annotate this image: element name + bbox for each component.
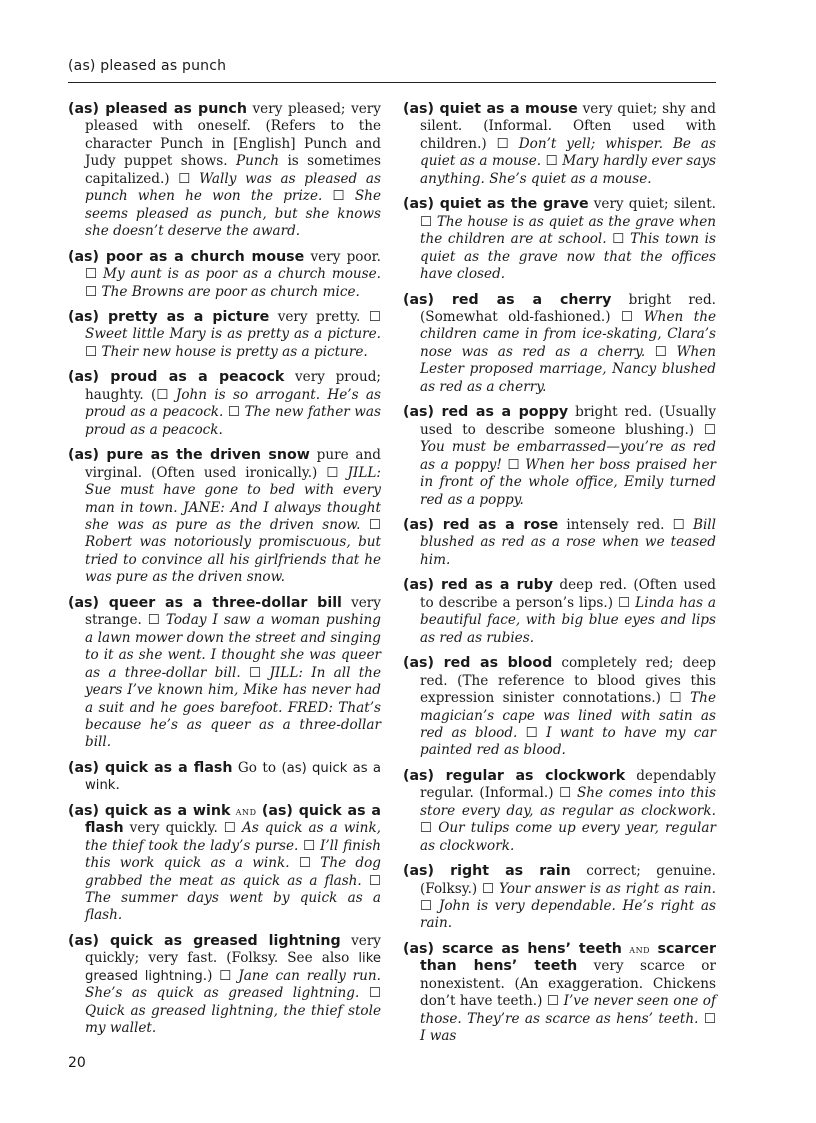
example-box-icon: ☐ [303,837,316,854]
example-box-icon: ☐ [618,594,631,611]
definition: deep red. (Often used to describe a person’s lips.) [420,577,716,611]
headword: (as) red as blood [403,655,553,672]
example: I’ll finish this work quick as a wink. [85,837,381,872]
example: Our tulips come up every year, regular as clockwork. [420,820,716,854]
example-box-icon: ☐ [482,880,495,897]
entry-quick-as-a-wink [68,803,381,925]
headword: (as) right as rain [403,863,571,880]
example: Don’t yell; whisper. Be as quiet as a mouse. [420,135,716,170]
example: She seems pleased as punch, but she knows she doesn’t deserve the award. [85,188,381,240]
example-box-icon: ☐ [156,386,169,403]
example-box-icon: ☐ [669,690,682,707]
definition: pure and virginal. (Often used ironically.) [85,447,381,481]
example: The summer days went by quick as a flash. [85,890,381,924]
entry-quiet-as-the-grave [403,196,716,283]
headword: (as) quick as a flash [68,759,233,776]
example: Their new house is pretty as a picture. [97,343,368,360]
example: This town is quiet as the grave now that the offices have closed. [420,231,716,283]
entry-quick-as-greased-lightning [68,933,381,1038]
definition: very pleased; very pleased with oneself. (Refers to the character Punch in [English] Punch and Judy puppet shows. [85,101,381,170]
headword: (as) red as a rose [403,516,559,533]
entry-red-as-a-ruby [403,577,716,647]
cross-reference-link[interactable]: (as) quick as a wink [85,760,382,794]
entry-pleased-as-punch [68,101,381,241]
example: Mary hardly ever says anything. She’s quiet as a mouse. [420,153,716,187]
separator-and: and [629,942,651,956]
definition: bright red. (Usually used to describe someone blushing.) [420,404,717,438]
example-box-icon: ☐ [219,967,232,984]
definition: very proud; haughty. ( [85,369,381,403]
headword: (as) red as a cherry [403,291,612,308]
headword: (as) queer as a three-dollar bill [68,594,342,611]
entry-pretty-as-a-picture [68,309,381,361]
headword: (as) regular as clockwork [403,767,626,784]
example: When her boss praised her in front of the whole office, Emily turned red as a poppy. [420,456,716,508]
example: As quick as a wink, the thief took the lady’s purse. [85,820,381,854]
example: I’ve never seen one of those. They’re as scarce as hens’ teeth. [420,993,716,1027]
entry-red-as-a-poppy [403,404,716,509]
definition: intensely red. [558,516,673,533]
example: The new father was proud as a peacock. [85,404,381,438]
example-box-icon: ☐ [368,985,381,1002]
example-box-icon: ☐ [368,308,381,325]
example: The Browns are poor as church mice. [97,283,360,300]
example: Today I saw a woman pushing a lawn mower down the street and singing to it as she went. I thought she was queer as a three-dollar bill. [85,612,381,681]
definition: bright red. (Somewhat old-fashioned.) [420,291,716,325]
example-box-icon: ☐ [227,404,241,421]
headword: (as) pure as the driven snow [68,447,310,464]
example-box-icon: ☐ [249,664,262,681]
emphasis: Punch [236,153,280,170]
example-box-icon: ☐ [612,231,625,248]
headword: (as) quiet as a mouse [403,101,578,117]
entry-quick-as-a-flash [68,760,381,795]
example: She comes into this store every day, as regular as clockwork. [420,785,716,819]
example: Your answer is as right as rain. [494,880,716,897]
headword: (as) scarce as hens’ teeth [403,940,622,957]
right-column [403,101,716,1054]
definition: very quickly. [123,820,224,837]
example: My aunt is as poor as a church mouse. [97,266,381,283]
definition-cont: is sometimes capitalized.) [85,153,381,187]
headword: (as) red as a ruby [403,577,554,594]
example: Linda has a beautiful face, with big blue eyes and lips as red as rubies. [420,594,716,646]
example: The magician’s cape was lined with satin as red as blood. [420,690,716,741]
example-box-icon: ☐ [507,456,520,473]
example: The dog grabbed the meat as quick as a flash. [85,855,381,889]
entry-queer-as-a-three-dollar-bill [68,595,381,752]
example-box-icon: ☐ [621,308,634,325]
definition: very quickly; very fast. (Folksy. See also [85,932,381,967]
definition: dependably regular. (Informal.) [420,767,716,802]
example: Bill blushed as red as a rose when we teased him. [420,516,717,568]
example-box-icon: ☐ [85,283,98,300]
running-head: (as) pleased as punch [68,58,227,74]
headword: (as) pretty as a picture [68,308,270,325]
headword-variant: (as) quick as a flash [85,802,381,837]
example: Quick as greased lightning, the thief stole my wallet. [85,1002,381,1037]
example-box-icon: ☐ [332,188,345,205]
headword: (as) poor as a church mouse [68,248,305,265]
example: When Lester proposed marriage, Nancy blushed as red as a cherry. [420,343,716,395]
entry-right-as-rain [403,863,716,933]
definition-cont: . [115,777,120,794]
entry-quiet-as-a-mouse [403,101,716,188]
headword: (as) pleased as punch [68,101,247,117]
entry-proud-as-a-peacock [68,369,381,439]
example-box-icon: ☐ [545,153,558,170]
example: You must be embarrassed—you’re as red as a poppy! [420,439,716,473]
example-box-icon: ☐ [223,820,236,837]
page-number: 20 [68,1055,86,1071]
example: Jane can really run. She’s as quick as greased lightning. [85,967,381,1002]
separator-and: and [235,804,257,818]
entry-scarce-as-hens-teeth [403,941,716,1046]
example: John is very dependable. He’s right as rain. [420,898,716,932]
definition: very quiet; shy and silent. (Informal. Often used with children.) [420,101,716,152]
definition: very poor. [304,248,381,265]
example-box-icon: ☐ [85,343,98,360]
example: Sweet little Mary is as pretty as a picture. [85,326,381,343]
example: When the children came in from ice-skating, Clara’s nose was as red as a cherry. [420,308,716,360]
headword-variant: scarcer than hens’ teeth [420,940,716,975]
definition: completely red; deep red. (The reference to blood gives this expression sinister connotations.) [420,655,716,707]
headword: (as) red as a poppy [403,404,569,421]
headword: (as) proud as a peacock [68,369,285,386]
headword: (as) quick as greased lightning [68,932,341,949]
example-box-icon: ☐ [546,993,560,1010]
example-box-icon: ☐ [147,612,160,629]
example: I was [420,1028,457,1045]
cross-reference-link[interactable]: like greased lightning [85,951,381,984]
definition: Go to [232,759,282,776]
example: I want to have my car painted red as blood. [420,724,716,759]
example-box-icon: ☐ [85,266,98,283]
example-box-icon: ☐ [672,516,685,533]
example-box-icon: ☐ [368,516,381,533]
entry-regular-as-clockwork [403,768,716,855]
definition: very strange. [85,594,381,629]
headword: (as) quiet as the grave [403,196,589,213]
left-column [68,101,381,1046]
entry-red-as-a-cherry [403,292,716,397]
example-box-icon: ☐ [703,421,716,438]
example-box-icon: ☐ [703,1010,716,1027]
example-box-icon: ☐ [420,213,433,230]
entry-red-as-blood [403,655,716,760]
example: Wally was as pleased as punch when he won the prize. [85,170,381,205]
example-box-icon: ☐ [559,785,572,802]
example: The house is as quiet as the grave when the children are at school. [420,213,716,248]
entry-pure-as-the-driven-snow [68,447,381,587]
example-box-icon: ☐ [368,872,381,889]
entry-red-as-a-rose [403,517,716,569]
header-rule [68,82,716,83]
definition: very pretty. [269,308,369,325]
example-box-icon: ☐ [326,464,339,481]
example-box-icon: ☐ [420,898,433,915]
example-box-icon: ☐ [496,135,509,152]
example: JILL: In all the years I’ve known him, Mike has never had a suit and he goes barefoot. FRED: That’s because he’s as queer as a three-dollar bill. [85,664,381,751]
definition: very quiet; silent. [588,196,717,213]
example: JILL: Sue must have gone to bed with every man in town. JANE: And I always thought she was as pure as the driven snow. [85,464,381,533]
headword: (as) quick as a wink [68,802,231,819]
example-box-icon: ☐ [298,855,311,872]
example: John is so arrogant. He’s as proud as a peacock. [85,386,381,421]
entry-poor-as-a-church-mouse [68,249,381,301]
example-box-icon: ☐ [525,724,538,741]
example: Robert was notoriously promiscuous, but tried to convince all his girlfriends that he was pure as the driven snow. [85,534,381,586]
example-box-icon: ☐ [654,343,667,360]
definition: correct; genuine. (Folksy.) [420,863,716,897]
definition: very scarce or nonexistent. (An exaggeration. Chickens don’t have teeth.) [420,958,716,1010]
definition-cont: .) [202,967,220,984]
example-box-icon: ☐ [420,820,433,837]
example-box-icon: ☐ [178,170,191,187]
